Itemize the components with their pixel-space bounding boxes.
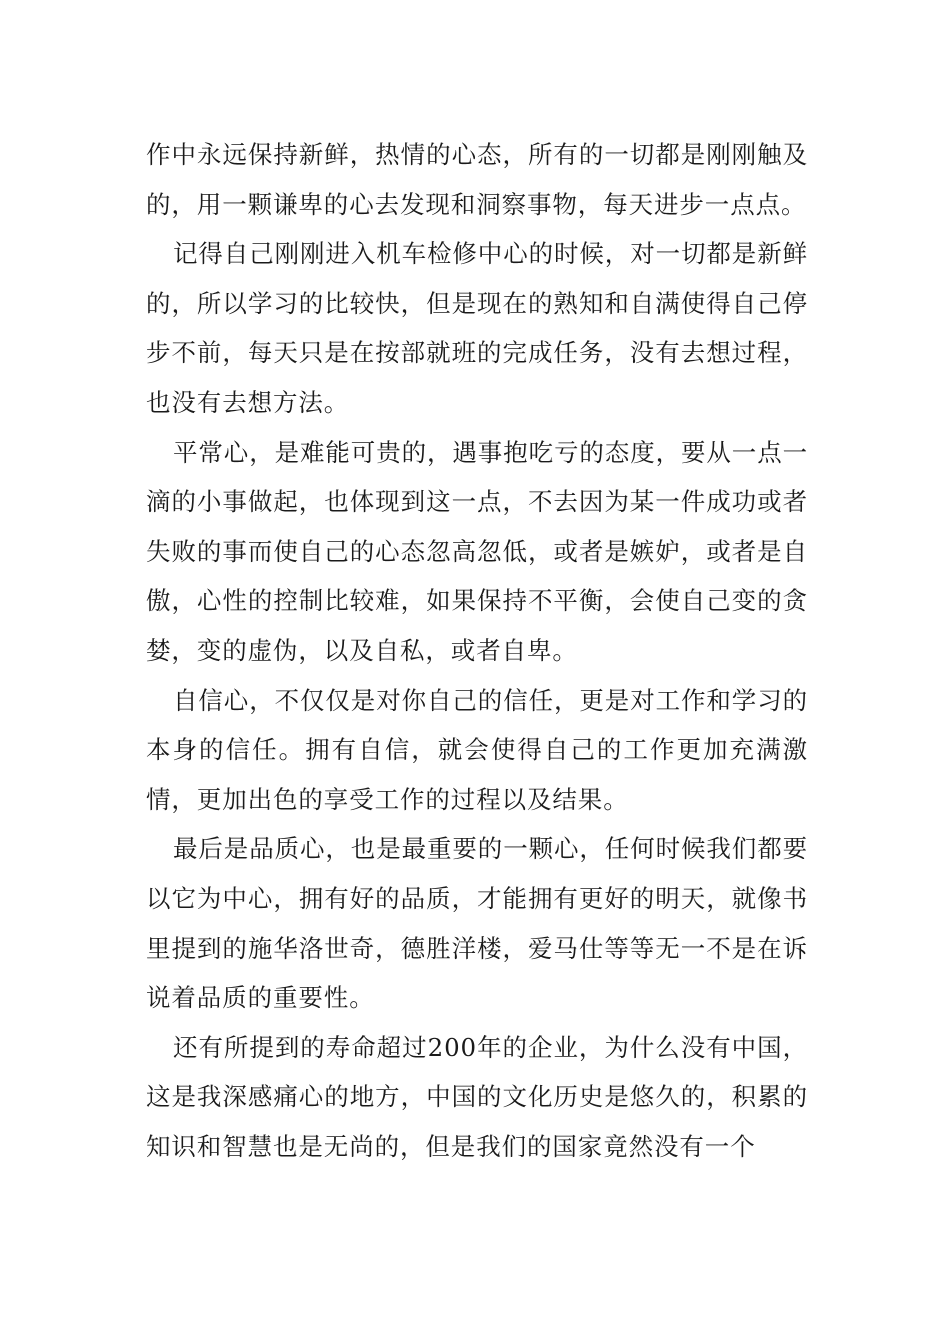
document-body [146,130,808,1171]
paragraph-6: 还有所提到的寿命超过200年的企业，为什么没有中国，这是我深感痛心的地方，中国的文化历史是悠久的，积累的知识和智慧也是无尚的，但是我们的国家竟然没有一个 [146,1032,808,1161]
paragraph-4: 自信心，不仅仅是对你自己的信任，更是对工作和学习的本身的信任。拥有自信，就会使得自己的工作更加充满激情，更加出色的享受工作的过程以及结果。 [146,685,808,814]
paragraph-3: 平常心，是难能可贵的，遇事抱吃亏的态度，要从一点一滴的小事做起，也体现到这一点，不去因为某一件成功或者失败的事而使自己的心态忽高忽低，或者是嫉妒，或者是自傲，心性的控制比较难，如果保持不平衡，会使自己变的贪婪，变的虚伪，以及自私，或者自卑。 [146,437,808,665]
paragraph-5: 最后是品质心，也是最重要的一颗心，任何时候我们都要以它为中心，拥有好的品质，才能拥有更好的明天，就像书里提到的施华洛世奇，德胜洋楼，爱马仕等等无一不是在诉说着品质的重要性。 [146,834,808,1013]
paragraph-2: 记得自己刚刚进入机车检修中心的时候，对一切都是新鲜的，所以学习的比较快，但是现在的熟知和自满使得自己停步不前，每天只是在按部就班的完成任务，没有去想过程，也没有去想方法。 [146,239,808,417]
paragraph-1: 作中永远保持新鲜，热情的心态，所有的一切都是刚刚触及的，用一颗谦卑的心去发现和洞察事物，每天进步一点点。 [146,140,808,219]
